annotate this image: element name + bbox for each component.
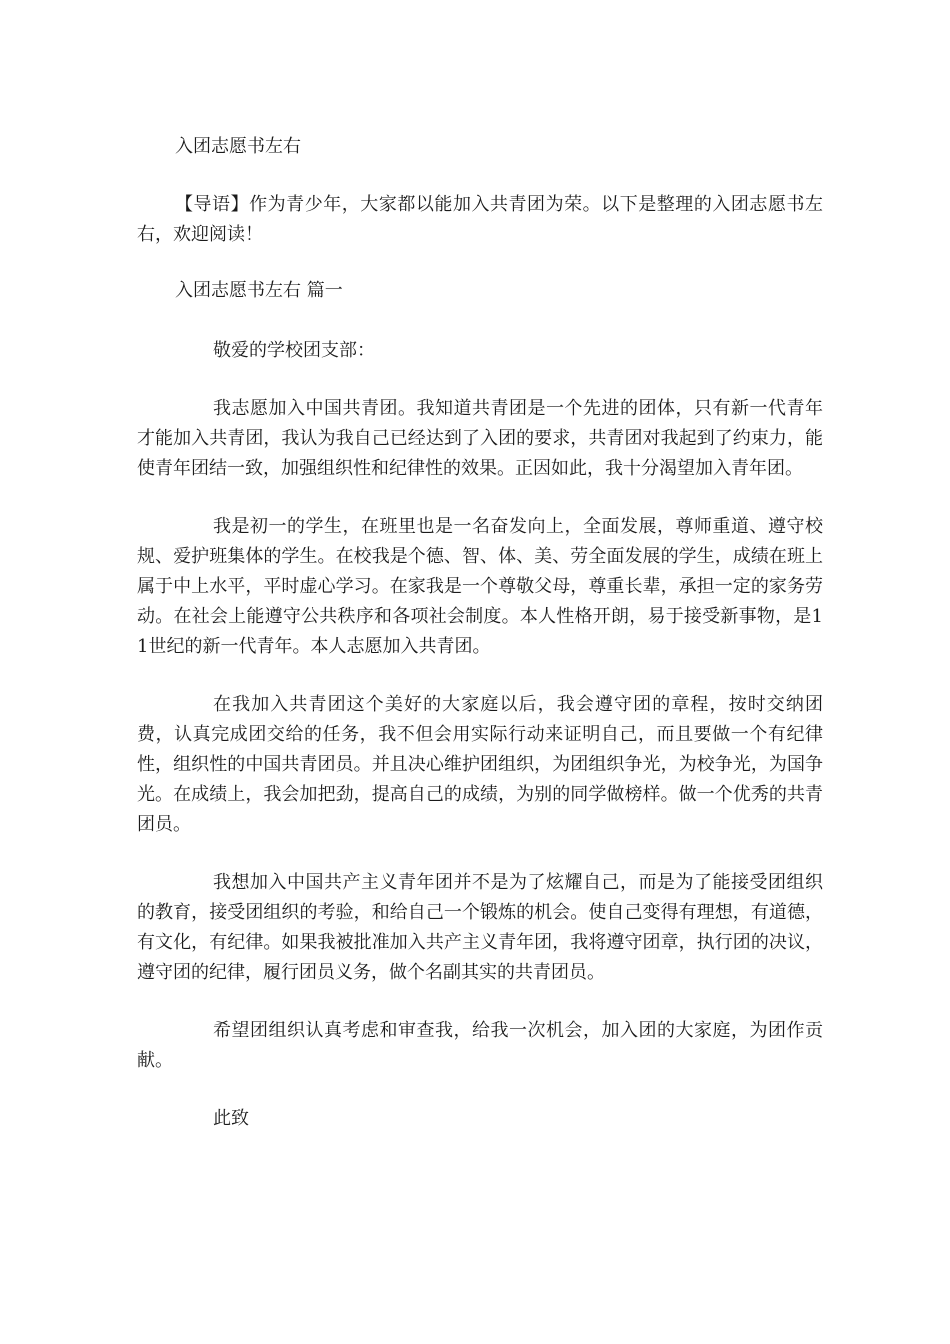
body-paragraph: 我是初一的学生，在班里也是一名奋发向上，全面发展，尊师重道、遵守校规、爱护班集体的学生。在校我是个德、智、体、美、劳全面发展的学生，成绩在班上属于中上水平，平时虚心学习。在家我是一个尊敬父母，尊重长辈，承担一定的家务劳动。在社会上能遵守公共秩序和各项社会制度。本人性格开朗，易于接受新事物，是11世纪的新一代青年。本人志愿加入共青团。 [137, 516, 823, 657]
salutation: 敬爱的学校团支部： [213, 340, 375, 361]
body-paragraph: 我志愿加入中国共青团。我知道共青团是一个先进的团体，只有新一代青年才能加入共青团，我认为我自己已经达到了入团的要求，共青团对我起到了约束力，能使青年团结一致，加强组织性和纪律性的效果。正因如此，我十分渴望加入青年团。 [137, 398, 823, 479]
closing-line: 此致 [213, 1108, 249, 1129]
document-title: 入团志愿书左右 [175, 136, 301, 157]
intro-paragraph: 【导语】作为青少年，大家都以能加入共青团为荣。以下是整理的入团志愿书左右，欢迎阅读！ [137, 194, 823, 245]
body-paragraph: 希望团组织认真考虑和审查我，给我一次机会，加入团的大家庭，为团作贡献。 [137, 1020, 823, 1071]
body-paragraph: 我想加入中国共产主义青年团并不是为了炫耀自己，而是为了能接受团组织的教育，接受团组织的考验，和给自己一个锻炼的机会。使自己变得有理想，有道德，有文化，有纪律。如果我被批准加入共产主义青年团，我将遵守团章，执行团的决议，遵守团的纪律，履行团员义务，做个名副其实的共青团员。 [137, 872, 823, 983]
section-heading: 入团志愿书左右 篇一 [175, 280, 343, 301]
body-paragraph: 在我加入共青团这个美好的大家庭以后，我会遵守团的章程，按时交纳团费，认真完成团交给的任务，我不但会用实际行动来证明自己，而且要做一个有纪律性，组织性的中国共青团员。并且决心维护团组织，为团组织争光，为校争光，为国争光。在成绩上，我会加把劲，提高自己的成绩，为别的同学做榜样。做一个优秀的共青团员。 [137, 694, 823, 835]
document-page [137, 132, 823, 1134]
